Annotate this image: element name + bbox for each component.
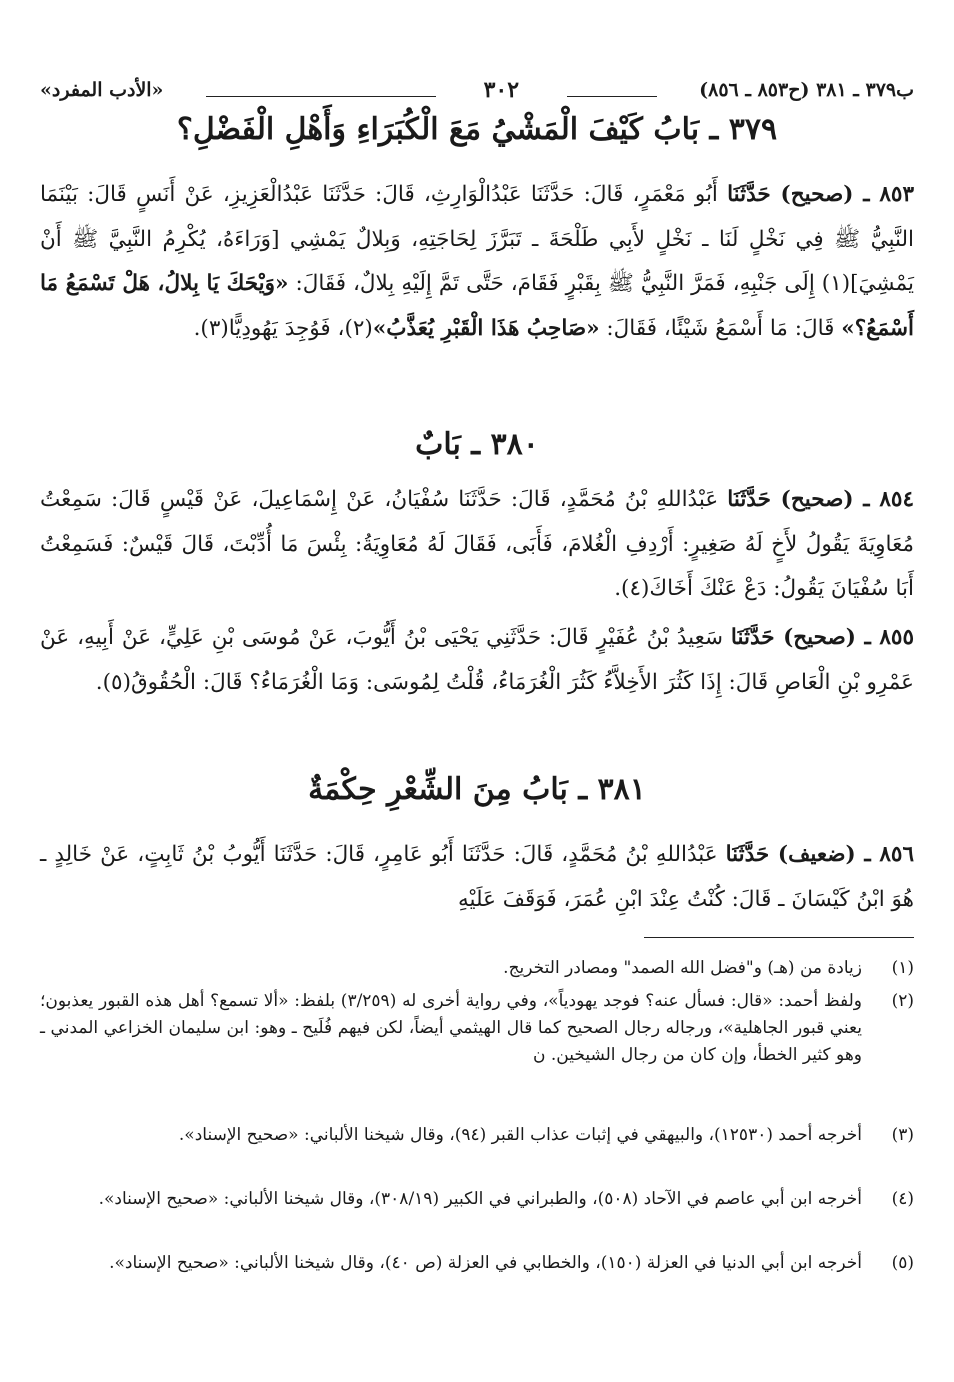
footnote-text: زيادة من (هـ) و"فضل الله الصمد" ومصادر التخريج. [503, 958, 862, 978]
footnote-separator [644, 937, 914, 938]
footnote-4 [40, 1186, 914, 1213]
footnote-number: (٤) [891, 1189, 914, 1209]
header-rule [206, 84, 436, 97]
hadith-853 [40, 173, 914, 351]
footnote-number: (٢) [891, 991, 914, 1011]
hadith-lead: ٨٥٤ ـ (صحيح) حَدَّثَنَا [727, 487, 914, 512]
footnote-2 [40, 988, 914, 1069]
hadith-text: قَالَ: مَا أَسْمَعُ شَيْئًا، فَقَالَ: [599, 315, 842, 341]
header-rule [567, 84, 657, 97]
hadith-quote: «وَيْحَكَ يَا بِلالُ، هَلْ تَسْمَعُ مَا أَسْمَعُ؟» [40, 271, 914, 341]
footnote-number: (٣) [891, 1125, 914, 1145]
hadith-text: أَبُو مَعْمَرٍ، قَالَ: حَدَّثَنَا عَبْدُالْوَارِثِ، قَالَ: حَدَّثَنَا عَبْدُالْعَزِيزِ، عَنْ أَنَسٍ قَالَ: بَيْنَمَا النَّبِيُّ ﷺ فِي نَخْلٍ لَنَا ـ نَخْلٍ لأَبِي طَلْحَةَ ـ تَبَرَّزَ لِحَاجَتِهِ، وَبِلالٌ يَمْشِي [وَرَاءَهُ، يُكْرِمُ النَّبِيَّ ﷺ أَنْ يَمْشِيَ](١) إِلَى جَنْبِهِ، فَمَرَّ النَّبِيُّ ﷺ بِقَبْرٍ فَقَامَ، حَتَّى تَمَّ إِلَيْهِ بِلالٌ، فَقَالَ: [40, 182, 915, 296]
footnote-text: ولفظ أحمد: «قال: فسأل عنه؟ فوجد يهودياً»، وفي رواية أخرى له (٣/٢٥٩) بلفظ: «ألا تسمع؟ أهل هذه القبور يعذبون؛ يعني قبور الجاهلية»، ورجاله رجال الصحيح كما قال الهيثمي أيضاً، لكن فيهم فُلَيح ـ وهو: ابن سليمان الخزاعي المدني ـ وهو كثير الخطأ، وإن كان من رجال الشيخين. ن [40, 991, 862, 1065]
footnote-5 [40, 1250, 914, 1277]
book-title: «الأدب المفرد» [40, 79, 164, 101]
hadith-text: (٢)، فَوُجِدَ يَهُودِيًّا(٣). [193, 315, 373, 341]
chapter-heading-379: ٣٧٩ ـ بَابُ كَيْفَ الْمَشْيُ مَعَ الْكُبَرَاءِ وَأَهْلِ الْفَضْلِ؟ [176, 112, 778, 147]
footnote-1 [40, 955, 914, 982]
hadith-lead: ٨٥٦ ـ (ضعيف) حَدَّثَنَا [725, 842, 914, 867]
footnote-number: (٥) [891, 1253, 914, 1273]
footnote-text: أخرجه أحمد (١٢٥٣٠)، والبيهقي في إثبات عذاب القبر (٩٤)، وقال شيخنا الألباني: «صحيح الإسناد». [178, 1125, 862, 1145]
running-header [40, 72, 914, 108]
hadith-855 [40, 616, 914, 705]
hadith-text: عَبْدُاللهِ بْنُ مُحَمَّدٍ، قَالَ: حَدَّثَنَا أَبُو عَامِرٍ، قَالَ: حَدَّثَنَا أَيُّوبُ بْنُ ثَابِتٍ، عَنْ خَالِدٍ ـ هُوَ ابْنُ كَيْسَانَ ـ قَالَ: كُنْتُ عِنْدَ ابْنِ عُمَرَ، فَوَقَفَ عَلَيْهِ [40, 842, 914, 912]
hadith-quote: «صَاحِبُ هَذَا الْقَبْرِ يُعَذَّبُ» [372, 315, 600, 341]
hadith-856 [40, 833, 914, 922]
hadith-text: سَعِيدُ بْنُ عُفَيْرٍ قَالَ: حَدَّثَنِي يَحْيَى بْنُ أَيُّوبَ، عَنْ مُوسَى بْنِ عَلِيٍّ، عَنْ أَبِيهِ، عَنْ عَمْرِو بْنِ الْعَاصِ قَالَ: إِذَا كَثُرَ الأَخِلاَّءُ كَثُرَ الْغُرَمَاءُ، قُلْتُ لِمُوسَى: وَمَا الْغُرَمَاءُ؟ قَالَ: الْحُقُوقُ(٥). [40, 625, 914, 695]
chapter-heading-380: ٣٨٠ ـ بَابٌ [415, 427, 539, 462]
chapter-heading-381: ٣٨١ ـ بَابُ مِنَ الشِّعْرِ حِكْمَةٌ [308, 772, 646, 807]
hadith-text: عَبْدُاللهِ بْنُ مُحَمَّدٍ، قَالَ: حَدَّثَنَا سُفْيَانُ، عَنْ إِسْمَاعِيلَ، عَنْ قَيْسٍ قَالَ: سَمِعْتُ مُعَاوِيَةَ يَقُولُ لأَخٍ لَهُ صَغِيرٍ: أَرْدِفِ الْغُلامَ، فَأَبَى، فَقَالَ لَهُ مُعَاوِيَةُ: بِئْسَ مَا أُدِّبْتَ، قَالَ قَيْسٌ: فَسَمِعْتُ أَبَا سُفْيَانَ يَقُولُ: دَعْ عَنْكَ أَخَاكَ(٤). [40, 487, 914, 601]
hadith-lead: ٨٥٣ ـ (صحيح) حَدَّثَنَا [727, 182, 914, 207]
footnote-text: أخرجه ابن أبي الدنيا في العزلة (١٥٠)، والخطابي في العزلة (ص ٤٠)، وقال شيخنا الألباني: «صحيح الإسناد». [109, 1253, 862, 1273]
page-number: ٣٠٢ [483, 77, 520, 103]
hadith-lead: ٨٥٥ ـ (صحيح) حَدَّثَنَا [730, 625, 914, 650]
footnote-text: أخرجه ابن أبي عاصم في الآحاد (٥٠٨)، والطبراني في الكبير (٣٠٨/١٩)، وقال شيخنا الألباني: «صحيح الإسناد». [98, 1189, 862, 1209]
footnote-3 [40, 1122, 914, 1149]
footnote-number: (١) [891, 958, 914, 978]
header-range: ب٣٧٩ ـ ٣٨١ (ح٨٥٣ ـ ٨٥٦) [699, 79, 914, 101]
hadith-854 [40, 478, 914, 612]
